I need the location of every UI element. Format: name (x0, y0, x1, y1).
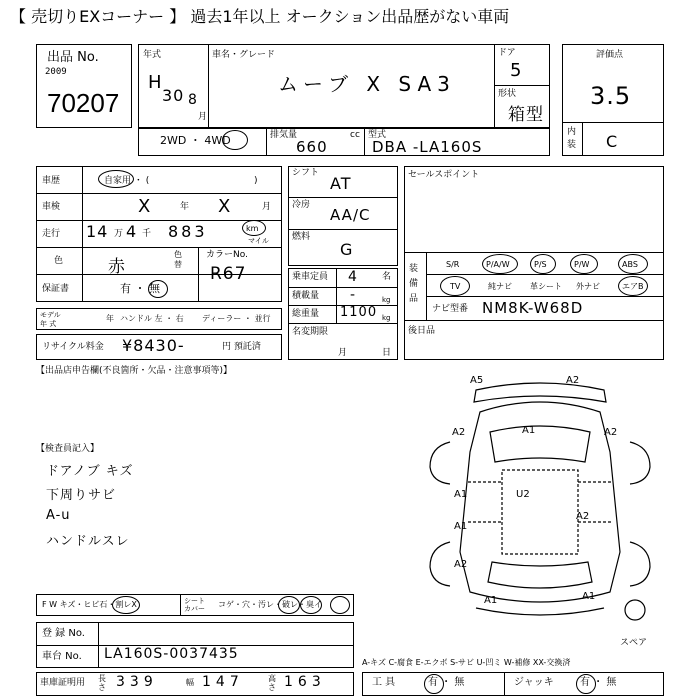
color-value: 赤 (108, 257, 126, 277)
damage-mark: A2 (566, 375, 580, 386)
load-unit: kg (382, 296, 391, 304)
color-label: 色 (54, 256, 64, 266)
mileage-man: 14 (86, 222, 109, 241)
damage-mark: A1 (522, 425, 536, 436)
year-month-unit: 月 (198, 112, 208, 122)
dealer-options: ディーラー ・ 並行 (202, 314, 271, 323)
warranty-label: 保証書 (42, 284, 70, 294)
inspection-year-value: X (138, 196, 152, 217)
equip-navi: 純ナビ (488, 282, 512, 291)
equipment-label: 装備品 (409, 264, 419, 304)
recycle-suffix: 円 預託済 (222, 342, 261, 352)
displacement-unit: cc (350, 130, 360, 140)
inspector-label: 【検査員記入】 (36, 444, 100, 454)
year-label: 年式 (143, 50, 162, 60)
fuel-value: G (340, 240, 354, 259)
damage-mark: A2 (576, 511, 590, 522)
fw-label: F W キズ・ヒビ石・割レX (42, 600, 137, 609)
tools-row (362, 672, 664, 696)
load-label: 積載量 (292, 291, 320, 301)
passengers-value: 4 (348, 269, 358, 285)
chassis-value: LA160S-0037435 (104, 646, 239, 662)
height-label: 高さ (268, 674, 276, 692)
model-label: 型式 (368, 130, 387, 140)
damage-mark: A2 (604, 427, 618, 438)
period-label: 名変期限 (292, 327, 329, 337)
inspector-line-4: ハンドルスレ (46, 534, 130, 549)
mileage-man-unit: 万 (114, 229, 124, 239)
score-label: 評価点 (596, 50, 624, 60)
damage-mark: A1 (454, 521, 468, 532)
inspector-line-3: A-u (46, 508, 71, 523)
year-era: H (148, 72, 163, 93)
equip-ps: P/S (534, 260, 547, 269)
load-value: - (350, 287, 357, 303)
handle-options: ハンドル 左 ・ 右 (120, 314, 184, 323)
length-value: 339 (116, 674, 158, 690)
inspection-month-unit: 月 (262, 202, 272, 212)
seat-options: コゲ・穴・汚レ・破レ・臭イ (218, 600, 322, 609)
model-year-label1: モデル (40, 311, 61, 319)
interior-value: C (606, 132, 619, 151)
car-name-value: ムーブ X SA3 (278, 72, 456, 96)
score-value: 3.5 (590, 82, 632, 110)
shift-value: AT (330, 174, 352, 193)
banner-title: 【 売切りEXコーナー 】 過去1年以上 オークション出品歴がない車両 (10, 7, 510, 26)
width-label: 幅 (186, 678, 194, 687)
lot-code: 2009 (45, 67, 67, 77)
weight-value: 1100 (340, 305, 378, 320)
after-day-label: 後日品 (408, 326, 436, 336)
equip-paw: P/A/W (486, 260, 510, 269)
navi-label: ナビ型番 (432, 304, 469, 314)
damage-mark: A1 (582, 591, 596, 602)
jack-label: ジャッキ (514, 677, 554, 688)
lot-box (36, 44, 132, 128)
shape-value: 箱型 (508, 105, 544, 125)
warranty-options: 有 ・ 無 (120, 282, 160, 295)
car-diagram (410, 372, 670, 632)
jack-options: 有 ・ 無 (580, 677, 617, 688)
weight-unit: kg (382, 314, 391, 322)
drive-options: 2WD ・ 4WD (160, 134, 231, 147)
damage-mark: U2 (516, 489, 530, 500)
mileage-sen: 4 (126, 222, 138, 241)
mileage-unit-mile: マイル (248, 237, 269, 245)
spare-label: スペア (620, 638, 648, 648)
color-change: 色替 (174, 250, 182, 269)
year-value: 30 (162, 86, 185, 105)
lot-label: 出品 No. (47, 50, 99, 65)
color-code-value: R67 (210, 264, 247, 284)
tools-label: 工 具 (372, 677, 396, 688)
displacement-label: 排気量 (270, 130, 298, 140)
passengers-unit: 名 (382, 272, 392, 282)
tools-options: 有 ・ 無 (428, 677, 465, 688)
period-unit2: 日 (382, 348, 392, 358)
inspector-line-2: 下周りサビ (46, 488, 117, 503)
model-value: DBA -LA160S (372, 138, 483, 156)
inspection-label: 車検 (42, 202, 61, 212)
seat-label: シートカバー (184, 597, 205, 613)
notes-label: 【出品店申告欄(不良箇所・欠品・注意事項等)】 (36, 366, 233, 376)
doors-value: 5 (510, 60, 523, 81)
model-year-unit: 年 (106, 314, 114, 323)
shift-label: シフト (292, 168, 320, 178)
ac-label: 冷房 (292, 200, 311, 210)
damage-mark: A2 (454, 559, 468, 570)
equip-tv: TV (450, 282, 461, 291)
history-label: 車歴 (42, 176, 61, 186)
interior-label: 内装 (567, 127, 577, 150)
width-value: 147 (202, 674, 244, 690)
sales-point-label: セールスポイント (408, 170, 480, 180)
car-name-label: 車名・グレード (212, 50, 276, 60)
equip-ext-navi: 外ナビ (576, 282, 600, 291)
equip-pw: P/W (574, 260, 590, 269)
mileage-rest: 883 (168, 222, 208, 241)
legend: A-キズ C-腐食 E-エクボ S-サビ U-凹ミ W-補修 XX-交換済 (362, 658, 571, 667)
recycle-value: ¥8430- (122, 336, 185, 355)
damage-mark: A2 (452, 427, 466, 438)
history-options: 自家用 ・ ( (104, 176, 150, 186)
chassis-label: 車台 No. (42, 651, 82, 662)
doors-label: ドア (498, 48, 516, 58)
lot-number: 70207 (47, 88, 120, 118)
fuel-label: 燃料 (292, 232, 311, 242)
inspection-month-value: X (218, 196, 232, 217)
length-label: 長さ (98, 674, 106, 692)
mileage-unit-km: km (246, 224, 259, 233)
model-year-label2: 年 式 (40, 320, 57, 328)
damage-mark: A1 (484, 595, 498, 606)
height-value: 163 (284, 674, 326, 690)
ac-value: AA/C (330, 206, 371, 224)
damage-mark: A1 (454, 489, 468, 500)
inspection-year-unit: 年 (180, 202, 190, 212)
shape-label: 形状 (498, 89, 517, 99)
equip-abs: ABS (622, 260, 638, 269)
period-unit: 月 (338, 348, 348, 358)
equip-airbag: エアB (622, 282, 644, 291)
history-close: ) (254, 176, 258, 186)
mileage-sen-unit: 千 (142, 229, 152, 239)
color-code-label: カラーNo. (206, 250, 248, 260)
equip-sr: S/R (446, 260, 460, 269)
displacement-value: 660 (296, 138, 328, 156)
mileage-label: 走行 (42, 229, 61, 239)
equip-leather: 革シート (530, 282, 562, 291)
year-month: 8 (188, 92, 198, 108)
navi-value: NM8K-W68D (482, 299, 584, 317)
weight-label: 総重量 (292, 309, 320, 319)
certificate-label: 車庫証明用 (40, 678, 86, 688)
registration-label: 登 録 No. (42, 628, 85, 639)
recycle-label: リサイクル料金 (42, 342, 104, 352)
inspector-line-1: ドアノブ キズ (46, 464, 134, 479)
damage-mark: A5 (470, 375, 484, 386)
passengers-label: 乗車定員 (292, 272, 329, 282)
